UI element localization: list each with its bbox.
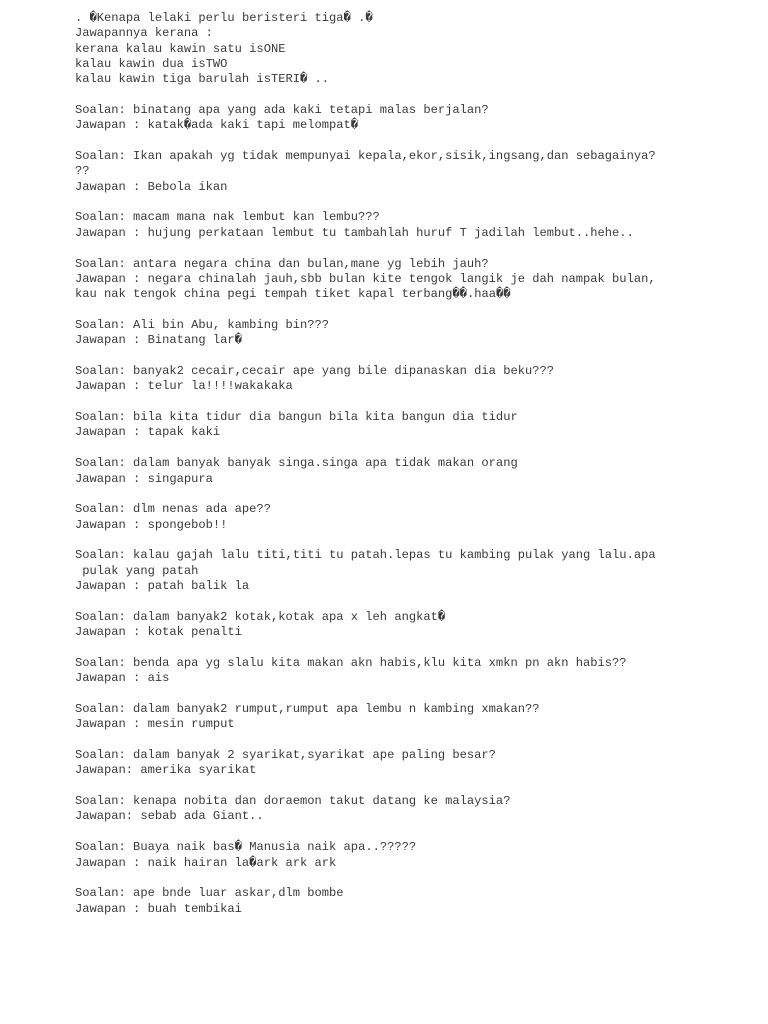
text-line: ?? [75, 164, 90, 179]
qa-block [75, 149, 755, 195]
text-line: kalau kawin dua isTWO [75, 56, 228, 71]
question-line: Soalan: ape bnde luar askar,dlm bombe [75, 886, 344, 901]
question-line: Soalan: binatang apa yang ada kaki tetapi malas berjalan? [75, 102, 489, 117]
text-line: . �Kenapa lelaki perlu beristeri tiga� .� [75, 11, 373, 25]
qa-block [75, 886, 755, 917]
qa-block [75, 318, 755, 349]
answer-line: Jawapan : negara chinalah jauh,sbb bulan kite tengok langik je dah nampak bulan, [75, 271, 656, 286]
text-line: kalau kawin tiga barulah isTERI� .. [75, 72, 330, 87]
question-line: Soalan: dalam banyak 2 syarikat,syarikat ape paling besar? [75, 748, 496, 763]
answer-line: Jawapan : tapak kaki [75, 425, 221, 440]
qa-block [75, 794, 755, 825]
text-line: pulak yang patah [75, 563, 199, 578]
qa-block [75, 103, 755, 134]
answer-line: Jawapannya kerana : [75, 26, 213, 41]
answer-line: Jawapan : naik hairan la�ark ark ark [75, 855, 337, 870]
answer-line: Jawapan : singapura [75, 471, 213, 486]
question-line: Soalan: dalam banyak2 kotak,kotak apa x leh angkat� [75, 609, 446, 624]
qa-block [75, 364, 755, 395]
question-line: Soalan: benda apa yg slalu kita makan akn habis,klu kita xmkn pn akn habis?? [75, 655, 627, 670]
question-line: Soalan: Buaya naik bas� Manusia naik apa..????? [75, 840, 417, 855]
qa-block [75, 702, 755, 733]
answer-line: Jawapan : buah tembikai [75, 901, 242, 916]
question-line: Soalan: dalam banyak banyak singa.singa apa tidak makan orang [75, 456, 518, 471]
qa-block [75, 210, 755, 241]
qa-block [75, 656, 755, 687]
answer-line: Jawapan : mesin rumput [75, 717, 235, 732]
question-line: Soalan: macam mana nak lembut kan lembu??? [75, 210, 380, 225]
document-body [75, 11, 755, 917]
question-line: Soalan: Ali bin Abu, kambing bin??? [75, 317, 330, 332]
qa-block [75, 610, 755, 641]
answer-line: Jawapan : telur la!!!!wakakaka [75, 379, 293, 394]
document-page [75, 11, 755, 917]
text-line: kerana kalau kawin satu isONE [75, 41, 286, 56]
intro-joke-block [75, 11, 755, 87]
qa-block [75, 548, 755, 594]
question-line: Soalan: banyak2 cecair,cecair ape yang bile dipanaskan dia beku??? [75, 364, 554, 379]
answer-line: Jawapan : katak�ada kaki tapi melompat� [75, 118, 359, 133]
qa-block [75, 410, 755, 441]
text-line: kau nak tengok china pegi tempah tiket kapal terbang��.haa�� [75, 287, 511, 302]
question-line: Soalan: dalam banyak2 rumput,rumput apa lembu n kambing xmakan?? [75, 702, 540, 716]
question-line: Soalan: antara negara china dan bulan,mane yg lebih jauh? [75, 256, 489, 271]
answer-line: Jawapan : patah balik la [75, 579, 250, 594]
answer-line: Jawapan : ais [75, 671, 170, 686]
qa-block [75, 456, 755, 487]
answer-line: Jawapan : spongebob!! [75, 517, 228, 532]
answer-line: Jawapan: sebab ada Giant.. [75, 809, 264, 824]
question-line: Soalan: kalau gajah lalu titi,titi tu patah.lepas tu kambing pulak yang lalu.apa [75, 548, 656, 563]
question-line: Soalan: Ikan apakah yg tidak mempunyai kepala,ekor,sisik,ingsang,dan sebagainya? [75, 149, 656, 164]
qa-block [75, 748, 755, 779]
question-line: Soalan: kenapa nobita dan doraemon takut datang ke malaysia? [75, 794, 511, 809]
question-line: Soalan: bila kita tidur dia bangun bila kita bangun dia tidur [75, 410, 518, 425]
qa-block [75, 840, 755, 871]
qa-block [75, 502, 755, 533]
answer-line: Jawapan : Binatang lar� [75, 333, 242, 348]
answer-line: Jawapan : kotak penalti [75, 625, 242, 640]
answer-line: Jawapan : hujung perkataan lembut tu tambahlah huruf T jadilah lembut..hehe.. [75, 225, 634, 240]
answer-line: Jawapan: amerika syarikat [75, 763, 257, 778]
qa-block [75, 257, 755, 303]
question-line: Soalan: dlm nenas ada ape?? [75, 502, 271, 517]
answer-line: Jawapan : Bebola ikan [75, 179, 228, 194]
